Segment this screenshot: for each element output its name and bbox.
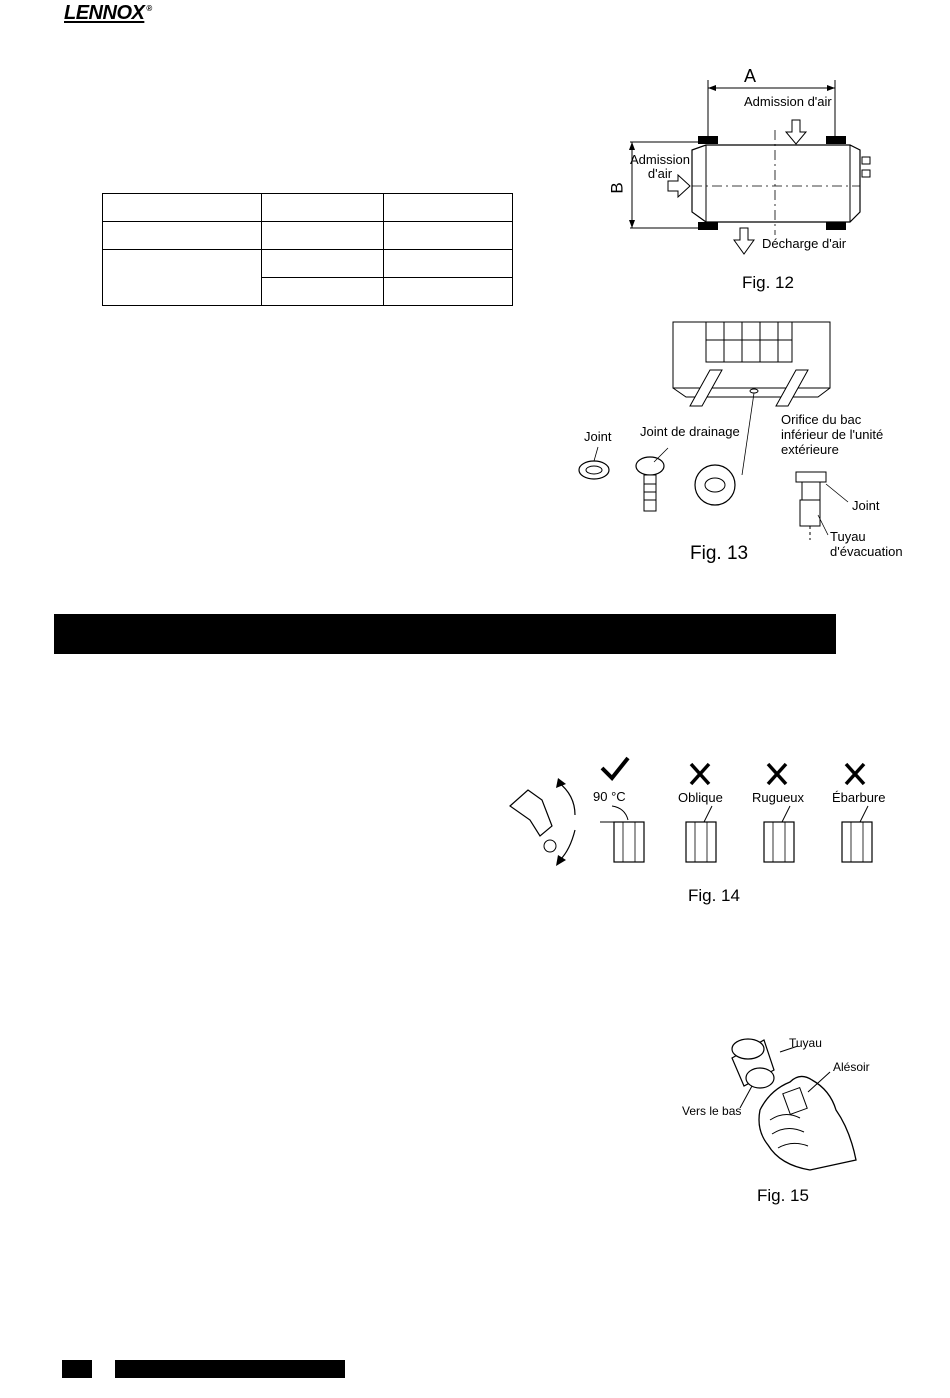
joint-label: Joint	[584, 429, 612, 444]
fig14-caption: Fig. 14	[688, 886, 740, 905]
footer-bar	[115, 1360, 345, 1378]
angle-label: 90 °C	[593, 789, 626, 804]
rough-label: Rugueux	[752, 790, 805, 805]
brand-name: LENNOX	[64, 2, 145, 24]
burr-label: Ébarbure	[832, 790, 886, 805]
air-intake-top-label: Admission d'air	[744, 94, 832, 109]
fig15-caption: Fig. 15	[757, 1186, 809, 1205]
dimension-a-label: A	[744, 66, 757, 86]
reamer-label: Alésoir	[833, 1060, 870, 1074]
air-intake-side-label: Admission d'air	[630, 152, 690, 181]
fig12-caption: Fig. 12	[742, 273, 794, 292]
joint-2-label: Joint	[852, 498, 880, 513]
air-discharge-label: Décharge d'air	[762, 236, 847, 251]
oblique-label: Oblique	[678, 790, 723, 805]
orifice-label: Orifice du bac inférieur de l'unité extérieure	[781, 412, 884, 457]
pipe-label: Tuyau	[789, 1036, 822, 1050]
registered-mark: ®	[146, 4, 152, 13]
downward-label: Vers le bas	[682, 1104, 742, 1118]
drain-joint-label: Joint de drainage	[640, 424, 740, 439]
drain-pipe-label: Tuyau d'évacuation	[830, 529, 903, 559]
dimension-b-label: B	[607, 182, 627, 194]
fig13-caption: Fig. 13	[690, 543, 749, 564]
footer-page-block	[62, 1360, 92, 1378]
